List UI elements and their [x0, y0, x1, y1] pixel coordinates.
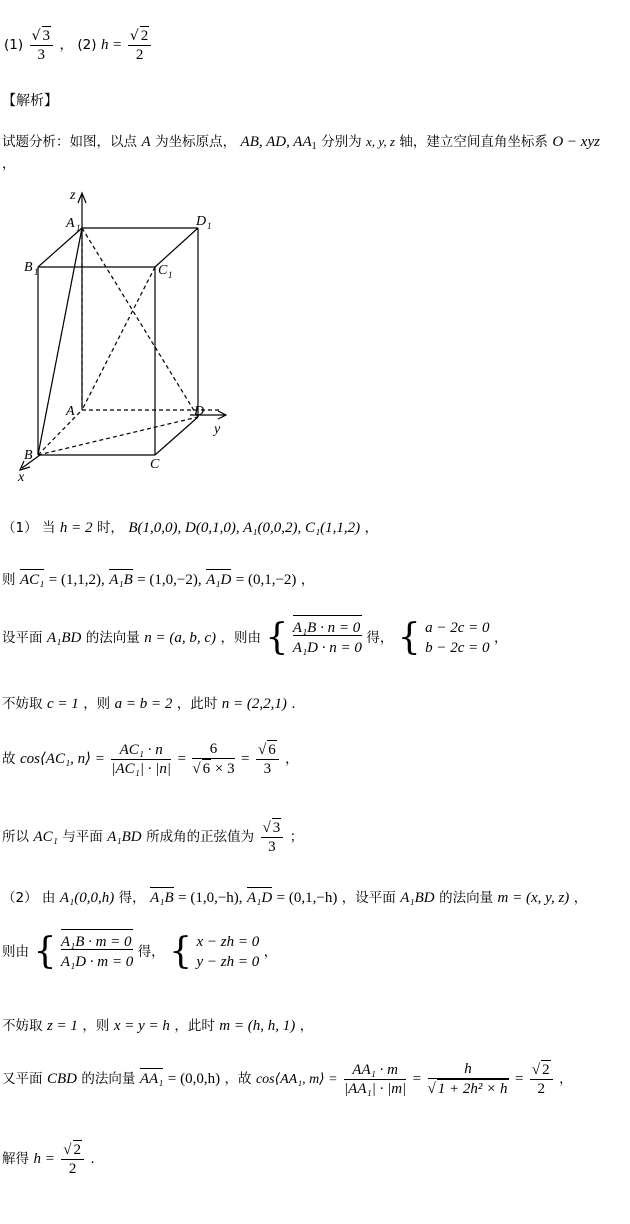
label-d1-sub: 1: [207, 221, 212, 231]
answer-2-var: h: [100, 37, 109, 53]
p1l1-h: h = 2: [59, 520, 93, 536]
p2l5-den: 2: [68, 1161, 77, 1177]
p1l5-den3: 3: [263, 761, 272, 777]
answer-1-sqrt: 3: [42, 28, 50, 44]
part2-line4: [2, 1060, 573, 1098]
intro-text-1: 试题分析：如图，以点: [2, 134, 137, 150]
p1l3-plane: A₁BD: [46, 630, 82, 646]
p1l4-mid: ，则: [83, 696, 111, 712]
p2l4-frac1: [344, 1061, 406, 1098]
p1l5-eq: =: [177, 751, 186, 767]
p2l1-prefix: （2） 由: [2, 890, 56, 906]
p2l1-normal: 的法向量: [439, 890, 494, 906]
p1l5-den: |AC₁| · |n|: [111, 760, 172, 777]
p1l2-val3: = (0,1,−2): [235, 572, 297, 588]
answer-1-den: 3: [37, 47, 46, 63]
p1l5-cos: cos⟨AC₁, n⟩ =: [19, 751, 105, 767]
p2l1-get: 得，: [118, 890, 146, 906]
p2l2-res1: x − zh = 0: [196, 934, 260, 950]
label-z: z: [70, 188, 76, 203]
p1l6-den: 3: [268, 839, 276, 855]
p2l3-mid2: ，此时: [174, 1018, 215, 1034]
p2l4-val: = (0,0,h): [167, 1071, 221, 1087]
p1l4-end: ．: [291, 696, 305, 712]
p2l1-val2: = (0,1,−h): [276, 890, 338, 906]
p2l2-prefix: 则由: [2, 944, 29, 960]
part2-line5: [2, 1140, 104, 1178]
label-b: B: [24, 448, 33, 463]
p2l4-prefix: 又平面: [2, 1071, 43, 1087]
part1-line4: [2, 692, 305, 713]
p2l2-eq1: A₁B · m = 0: [60, 934, 132, 950]
intro-line: [2, 130, 600, 152]
p1l2-prefix: 则: [2, 572, 16, 588]
p2l5-num: 2: [73, 1142, 82, 1158]
p2l4-end: ，: [559, 1071, 573, 1087]
p2l3-m: m = (h, h, 1): [219, 1018, 296, 1034]
p1l6-frac: $\frac{√ 3}{3}$: [261, 818, 284, 856]
p2l1-vec1: A₁B: [150, 890, 174, 906]
p1l2-vec2: A₁B: [109, 572, 133, 588]
p1l1-mid: 时，: [96, 520, 124, 536]
p1l6-line: AC₁: [33, 829, 58, 845]
p2l1-val1: = (1,0,−h),: [178, 890, 243, 906]
p2l4-num2: h: [428, 1060, 509, 1079]
p1l6-text: 所成角的正弦值为: [146, 829, 255, 845]
p1l5-frac3: $\frac{√ 6}{3}$: [256, 740, 279, 778]
part1-line6: [2, 818, 303, 856]
intro-text-2: 为坐标原点，: [155, 134, 237, 150]
p1l5-eq2: =: [241, 751, 250, 767]
p2l1-end: ，: [573, 890, 588, 906]
intro-text-3: 分别为: [321, 134, 362, 150]
part2-line1: [2, 886, 587, 907]
label-y: y: [214, 422, 221, 437]
p1l2-val2: = (1,0,−2),: [137, 572, 202, 588]
p1l4-mid2: ，此时: [176, 696, 218, 712]
p2l4-den3: 2: [537, 1081, 546, 1097]
part2-line2: 则由 { A₁B · m = 0 A₁D · m = 0 得， { x − zh = 0 y − zh = 0 ，: [2, 931, 278, 972]
label-x: x: [18, 470, 25, 485]
label-a1: A: [66, 216, 75, 231]
p1l2-val1: = (1,1,2),: [48, 572, 105, 588]
label-d: D: [194, 404, 205, 419]
p2l4-mid2: ，故: [224, 1071, 252, 1087]
p1l6-end: ；: [289, 829, 304, 845]
p1l6-num: 3: [272, 820, 281, 836]
label-a: A: [66, 404, 75, 419]
label-b1-sub: 1: [34, 267, 39, 277]
p2l4-eq2: =: [514, 1071, 524, 1087]
p2l4-eq: =: [412, 1071, 422, 1087]
p2l3-xy: x = y = h: [113, 1018, 170, 1034]
p2l3-end: ，: [299, 1018, 314, 1034]
p2l2-res2: y − zh = 0: [196, 954, 260, 970]
p1l1-prefix: （1） 当: [2, 520, 56, 536]
p2l3-z: z = 1: [46, 1018, 78, 1034]
intro-axes-edges: AB, AD, AA: [240, 134, 312, 150]
intro-axes: x, y, z: [366, 134, 395, 149]
p1l6-mid: 与平面: [62, 829, 103, 845]
p1l3-res2: b − 2c = 0: [425, 640, 490, 656]
part1-line5: [2, 740, 299, 778]
answer-2-fraction: $\frac{√ 2}{2}$: [128, 26, 151, 64]
p2l5-h: h =: [33, 1151, 55, 1167]
p1l1-points: B(1,0,0), D(0,1,0), A₁(0,0,2), C₁(1,1,2): [128, 520, 361, 536]
p2l4-den: |AA₁| · |m|: [344, 1080, 407, 1097]
p2l4-den2: 1 + 2h² × h: [437, 1081, 508, 1097]
intro-point-a: A: [141, 134, 151, 150]
p1l1-end: ，: [364, 520, 379, 536]
p2l2-eq2: A₁D · m = 0: [60, 954, 134, 970]
answer-1-fraction: $\frac{√ 3}{3}$: [30, 26, 53, 64]
p1l6-prefix: 所以: [2, 829, 29, 845]
part2-line3: [2, 1014, 313, 1035]
p1l3-n: n = (a, b, c): [144, 630, 217, 646]
p1l5-frac2: $\frac{6}{√ 6 \times 3}$: [192, 741, 235, 777]
p1l3-end: ，: [494, 630, 508, 646]
p1l3-res1: a − 2c = 0: [425, 620, 490, 636]
label-b1: B: [24, 260, 33, 275]
p2l5-frac: $\frac{√ 2}{2}$: [61, 1140, 84, 1178]
part1-line3: 设平面 A₁BD 的法向量 n = (a, b, c) ，则由 { A₁B · n = 0 A₁D · n = 0 得， { a − 2c = 0 b − 2c = 0 ，: [2, 617, 508, 658]
answer-2-sqrt: 2: [140, 28, 149, 44]
p2l3-prefix: 不妨取: [2, 1018, 43, 1034]
cuboid-figure: [10, 185, 260, 485]
p1l4-n: n = (2,2,1): [221, 696, 287, 712]
p2l4-num: AA₁ · m: [344, 1061, 406, 1080]
intro-axes-sub: 1: [311, 141, 317, 152]
p2l1-mid: ，设平面: [341, 890, 396, 906]
p1l5-end: ，: [285, 751, 299, 767]
p1l3-prefix: 设平面: [2, 630, 43, 646]
p1l2-end: ，: [300, 572, 315, 588]
p2l4-mid: 的法向量: [81, 1071, 136, 1087]
p1l2-vec1: AC₁: [19, 572, 45, 588]
answer-line: (1) $\frac{√ 3}{3}$ ， (2) h = $\frac{√ 2}{2}$: [4, 26, 153, 64]
p2l4-vec: AA₁: [139, 1071, 164, 1087]
p1l4-c: c = 1: [46, 696, 79, 712]
intro-system: O − xyz: [552, 134, 600, 150]
part1-line1: [2, 516, 378, 537]
p1l5-den2b: × 3: [214, 761, 235, 777]
p2l4-frac3: $\frac{√ 2}{2}$: [530, 1060, 553, 1098]
p2l1-m: m = (x, y, z): [497, 890, 570, 906]
p1l5-num: AC₁ · n: [111, 741, 171, 760]
label-c1-sub: 1: [168, 270, 173, 280]
p2l1-plane: A₁BD: [400, 890, 435, 906]
p2l4-frac2: $\frac{h}{\text{√ 1 + 2h² × h}}$: [427, 1061, 508, 1097]
part1-line2: [2, 568, 314, 589]
intro-text-4: 轴，建立空间直角坐标系: [399, 134, 548, 150]
p1l5-num3: 6: [268, 742, 276, 758]
answer-2-label: (2): [77, 37, 97, 53]
p2l3-mid: ，则: [82, 1018, 110, 1034]
p1l6-plane: A₁BD: [107, 829, 142, 845]
p2l4-num3: 2: [542, 1062, 550, 1078]
p1l5-prefix: 故: [2, 751, 16, 767]
analysis-heading: 【解析】: [2, 93, 58, 109]
p1l3-mid: 的法向量: [85, 630, 140, 646]
p1l5-num2: 6: [192, 740, 234, 759]
p1l5-frac1: [111, 741, 171, 778]
p1l3-then: ，则由: [220, 630, 261, 646]
p2l2-get: 得，: [137, 944, 165, 960]
p1l3-eq1: A₁B · n = 0: [292, 620, 361, 636]
answer-1-label: (1): [4, 37, 24, 53]
p2l5-prefix: 解得: [2, 1151, 29, 1167]
p1l5-den2a: 6: [202, 761, 211, 777]
answer-2-den: 2: [135, 47, 144, 63]
p1l4-ab: a = b = 2: [114, 696, 173, 712]
p1l3-get: 得，: [366, 630, 394, 646]
p2l4-cos: cos⟨AA₁, m⟩ =: [255, 1072, 338, 1087]
p1l3-eq2: A₁D · n = 0: [292, 640, 362, 656]
label-d1: D: [196, 214, 207, 229]
label-c: C: [150, 457, 160, 472]
label-a1-sub: 1: [76, 223, 81, 233]
p1l2-vec3: A₁D: [206, 572, 232, 588]
p2l4-plane: CBD: [46, 1071, 77, 1087]
p1l4-prefix: 不妨取: [2, 696, 43, 712]
p2l1-vec2: A₁D: [247, 890, 273, 906]
p2l2-end: ，: [263, 944, 278, 960]
p2l1-point: A₁(0,0,h): [59, 890, 115, 906]
intro-comma: ，: [2, 156, 16, 172]
label-c1: C: [158, 263, 168, 278]
p2l5-end: ．: [90, 1151, 104, 1167]
